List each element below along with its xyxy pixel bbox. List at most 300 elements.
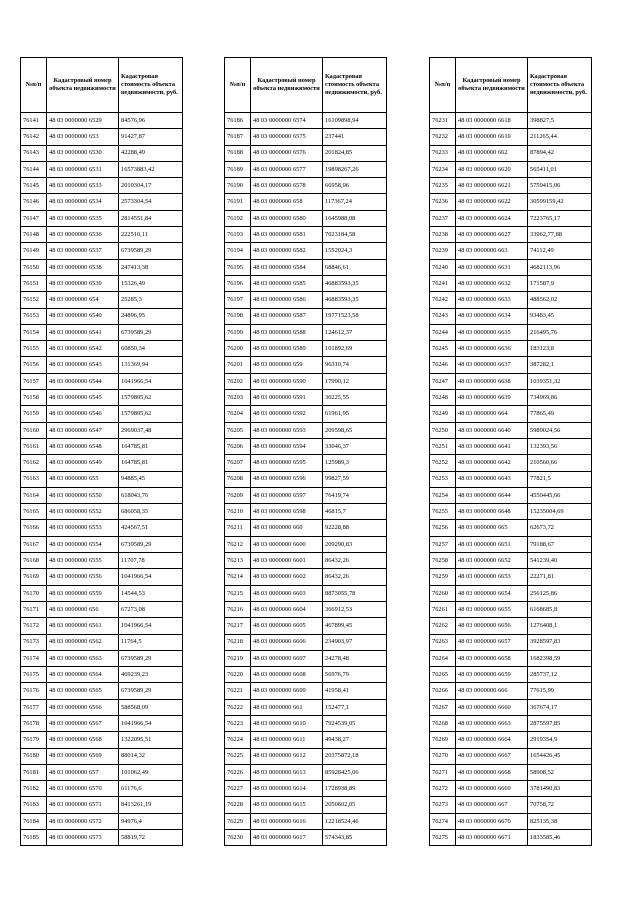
row-number: 76230	[225, 830, 251, 846]
table-row	[21, 781, 183, 797]
cadastral-number: 48 03 0000000 6531	[47, 161, 119, 177]
cadastral-value: 74112,49	[528, 243, 592, 259]
cadastral-number: 48 03 0000000 6542	[47, 341, 119, 357]
cadastral-value: 15235004,69	[528, 504, 592, 520]
cadastral-value: 22271,81	[528, 569, 592, 585]
row-number: 76173	[21, 634, 47, 650]
cadastral-value: 132393,56	[528, 438, 592, 454]
cadastral-value: 131369,94	[119, 357, 183, 373]
table-row	[225, 585, 387, 601]
cadastral-value: 68846,61	[323, 259, 387, 275]
cadastral-value: 171587,9	[528, 275, 592, 291]
table-row	[21, 813, 183, 829]
cadastral-value: 488562,02	[528, 292, 592, 308]
cadastral-number: 48 03 0000000 6638	[456, 373, 528, 389]
cadastral-value: 8873055,78	[323, 585, 387, 601]
table-row	[430, 813, 592, 829]
cadastral-value: 164785,81	[119, 455, 183, 471]
row-number: 76146	[21, 194, 47, 210]
table-row	[21, 422, 183, 438]
cadastral-value: 56976,79	[323, 667, 387, 683]
row-number: 76253	[430, 471, 456, 487]
header-cadastral-value: Кадастровая стоимость объекта недвижимости, руб.	[528, 58, 592, 113]
table-row	[21, 406, 183, 422]
cadastral-number: 48 03 0000000 6574	[251, 113, 323, 129]
row-number: 76161	[21, 438, 47, 454]
cadastral-number: 48 03 0000000 6596	[251, 471, 323, 487]
cadastral-value: 62673,72	[528, 520, 592, 536]
cadastral-value: 209290,83	[323, 536, 387, 552]
cadastral-value: 1552024,3	[323, 243, 387, 259]
row-number: 76157	[21, 373, 47, 389]
row-number: 76215	[225, 585, 251, 601]
table-row	[430, 471, 592, 487]
row-number: 76218	[225, 634, 251, 650]
row-number: 76229	[225, 813, 251, 829]
row-number: 76266	[430, 683, 456, 699]
row-number: 76261	[430, 601, 456, 617]
table-row	[21, 504, 183, 520]
row-number: 76232	[430, 129, 456, 145]
cadastral-number: 48 03 0000000 6547	[47, 422, 119, 438]
table-row	[21, 324, 183, 340]
table-row	[21, 243, 183, 259]
cadastral-value: 211265,44	[528, 129, 592, 145]
row-number: 76149	[21, 243, 47, 259]
row-number: 76237	[430, 210, 456, 226]
table-row	[430, 129, 592, 145]
row-number: 76184	[21, 813, 47, 829]
cadastral-number: 48 03 0000000 6572	[47, 813, 119, 829]
cadastral-value: 19771523,58	[323, 308, 387, 324]
cadastral-number: 48 03 0000000 6529	[47, 113, 119, 129]
row-number: 76179	[21, 732, 47, 748]
row-number: 76189	[225, 161, 251, 177]
cadastral-number: 48 03 0000000 6594	[251, 438, 323, 454]
cadastral-value: 4682113,96	[528, 259, 592, 275]
table-row	[430, 292, 592, 308]
row-number: 76188	[225, 145, 251, 161]
cadastral-value: 366912,53	[323, 601, 387, 617]
table-row	[430, 178, 592, 194]
cadastral-number: 48 03 0000000 6619	[456, 129, 528, 145]
cadastral-value: 7023184,58	[323, 227, 387, 243]
cadastral-value: 101062,49	[119, 764, 183, 780]
row-number: 76239	[430, 243, 456, 259]
cadastral-number: 48 03 0000000 6549	[47, 455, 119, 471]
cadastral-number: 48 03 0000000 6555	[47, 553, 119, 569]
table-row	[430, 764, 592, 780]
cadastral-number: 48 03 0000000 653	[47, 129, 119, 145]
cadastral-value: 93483,45	[528, 308, 592, 324]
cadastral-number: 48 03 0000000 6578	[251, 178, 323, 194]
table-row	[21, 667, 183, 683]
cadastral-number: 48 03 0000000 6644	[456, 487, 528, 503]
cadastral-number: 48 03 0000000 6618	[456, 113, 528, 129]
cadastral-number: 48 03 0000000 6643	[456, 471, 528, 487]
row-number: 76272	[430, 781, 456, 797]
table-row	[225, 275, 387, 291]
cadastral-value: 33046,37	[323, 438, 387, 454]
row-number: 76257	[430, 536, 456, 552]
cadastral-number: 48 03 0000000 6627	[456, 227, 528, 243]
table-row	[430, 373, 592, 389]
cadastral-value: 6739589,29	[119, 683, 183, 699]
cadastral-value: 20375872,18	[323, 748, 387, 764]
row-number: 76241	[430, 275, 456, 291]
cadastral-value: 91427,87	[119, 129, 183, 145]
cadastral-value: 6739589,29	[119, 650, 183, 666]
cadastral-value: 94885,45	[119, 471, 183, 487]
table-row	[225, 357, 387, 373]
cadastral-number: 48 03 0000000 6577	[251, 161, 323, 177]
table-row	[21, 259, 183, 275]
row-number: 76222	[225, 699, 251, 715]
cadastral-value: 12218524,46	[323, 813, 387, 829]
cadastral-number: 48 03 0000000 662	[456, 145, 528, 161]
cadastral-value: 19898267,26	[323, 161, 387, 177]
row-number: 76156	[21, 357, 47, 373]
cadastral-value: 1682398,59	[528, 650, 592, 666]
table-header-row	[21, 58, 183, 113]
cadastral-number: 48 03 0000000 6573	[47, 830, 119, 846]
row-number: 76185	[21, 830, 47, 846]
table-row	[225, 455, 387, 471]
cadastral-number: 48 03 0000000 657	[47, 764, 119, 780]
table-row	[225, 764, 387, 780]
row-number: 76170	[21, 585, 47, 601]
property-table-2	[224, 57, 387, 846]
row-number: 76267	[430, 699, 456, 715]
table-row	[21, 536, 183, 552]
cadastral-value: 94976,4	[119, 813, 183, 829]
row-number: 76143	[21, 145, 47, 161]
table-row	[21, 715, 183, 731]
cadastral-value: 16109898,94	[323, 113, 387, 129]
cadastral-number: 48 03 0000000 667	[456, 797, 528, 813]
cadastral-number: 48 03 0000000 6663	[456, 715, 528, 731]
cadastral-value: 84576,96	[119, 113, 183, 129]
table-row	[225, 113, 387, 129]
cadastral-number: 48 03 0000000 6616	[251, 813, 323, 829]
cadastral-value: 42288,49	[119, 145, 183, 161]
row-number: 76271	[430, 764, 456, 780]
table-row	[225, 618, 387, 634]
cadastral-value: 216495,76	[528, 324, 592, 340]
table-row	[21, 210, 183, 226]
row-number: 76175	[21, 667, 47, 683]
cadastral-number: 48 03 0000000 6669	[456, 781, 528, 797]
cadastral-number: 48 03 0000000 6641	[456, 438, 528, 454]
table-row	[225, 373, 387, 389]
table-row	[430, 243, 592, 259]
table-row	[225, 129, 387, 145]
cadastral-number: 48 03 0000000 6656	[456, 618, 528, 634]
row-number: 76199	[225, 324, 251, 340]
table-row	[21, 357, 183, 373]
row-number: 76263	[430, 634, 456, 650]
cadastral-number: 48 03 0000000 6566	[47, 699, 119, 715]
cadastral-value: 825135,38	[528, 813, 592, 829]
table-row	[21, 178, 183, 194]
cadastral-number: 48 03 0000000 6609	[251, 683, 323, 699]
table-row	[21, 520, 183, 536]
cadastral-number: 48 03 0000000 6536	[47, 227, 119, 243]
row-number: 76207	[225, 455, 251, 471]
cadastral-value: 49438,27	[323, 732, 387, 748]
table-row	[225, 178, 387, 194]
cadastral-value: 60850,34	[119, 341, 183, 357]
row-number: 76166	[21, 520, 47, 536]
row-number: 76183	[21, 797, 47, 813]
cadastral-number: 48 03 0000000 6563	[47, 650, 119, 666]
row-number: 76209	[225, 487, 251, 503]
row-number: 76225	[225, 748, 251, 764]
row-number: 76176	[21, 683, 47, 699]
cadastral-value: 367674,17	[528, 699, 592, 715]
cadastral-number: 48 03 0000000 6550	[47, 487, 119, 503]
cadastral-value: 5989024,56	[528, 422, 592, 438]
cadastral-number: 48 03 0000000 6631	[456, 259, 528, 275]
row-number: 76190	[225, 178, 251, 194]
cadastral-value: 17990,12	[323, 373, 387, 389]
cadastral-number: 48 03 0000000 6667	[456, 748, 528, 764]
cadastral-number: 48 03 0000000 6651	[456, 536, 528, 552]
table-row	[225, 634, 387, 650]
row-number: 76182	[21, 781, 47, 797]
table-row	[21, 650, 183, 666]
cadastral-number: 48 03 0000000 6605	[251, 618, 323, 634]
cadastral-value: 2010304,17	[119, 178, 183, 194]
cadastral-value: 30599159,42	[528, 194, 592, 210]
cadastral-value: 87894,42	[528, 145, 592, 161]
table-row	[21, 390, 183, 406]
cadastral-value: 256125,86	[528, 585, 592, 601]
table-row	[21, 569, 183, 585]
cadastral-number: 48 03 0000000 6543	[47, 357, 119, 373]
cadastral-value: 1041966,54	[119, 618, 183, 634]
table-row	[430, 748, 592, 764]
table-row	[430, 341, 592, 357]
table-row	[225, 406, 387, 422]
table-row	[21, 764, 183, 780]
row-number: 76152	[21, 292, 47, 308]
row-number: 76249	[430, 406, 456, 422]
cadastral-number: 48 03 0000000 6564	[47, 667, 119, 683]
row-number: 76242	[430, 292, 456, 308]
cadastral-number: 48 03 0000000 6553	[47, 520, 119, 536]
cadastral-value: 33962,77,88	[528, 227, 592, 243]
row-number: 76155	[21, 341, 47, 357]
row-number: 76208	[225, 471, 251, 487]
cadastral-number: 48 03 0000000 6620	[456, 161, 528, 177]
cadastral-number: 48 03 0000000 6537	[47, 243, 119, 259]
row-number: 76221	[225, 683, 251, 699]
header-number: №п/п	[225, 58, 251, 113]
cadastral-number: 48 03 0000000 6664	[456, 732, 528, 748]
cadastral-number: 48 03 0000000 6576	[251, 145, 323, 161]
cadastral-value: 234903,97	[323, 634, 387, 650]
cadastral-value: 77821,5	[528, 471, 592, 487]
cadastral-value: 387282,1	[528, 357, 592, 373]
row-number: 76177	[21, 699, 47, 715]
table-row	[225, 161, 387, 177]
cadastral-number: 48 03 0000000 663	[456, 243, 528, 259]
cadastral-number: 48 03 0000000 6584	[251, 259, 323, 275]
table-row	[430, 259, 592, 275]
cadastral-value: 398827,5	[528, 113, 592, 129]
row-number: 76212	[225, 536, 251, 552]
cadastral-value: 4550445,66	[528, 487, 592, 503]
row-number: 76264	[430, 650, 456, 666]
table-row	[225, 341, 387, 357]
cadastral-number: 48 03 0000000 6597	[251, 487, 323, 503]
table-header-row	[430, 58, 592, 113]
cadastral-number: 48 03 0000000 6636	[456, 341, 528, 357]
row-number: 76193	[225, 227, 251, 243]
cadastral-number: 48 03 0000000 6604	[251, 601, 323, 617]
cadastral-number: 48 03 0000000 6567	[47, 715, 119, 731]
table-row	[430, 715, 592, 731]
cadastral-value: 210560,66	[528, 455, 592, 471]
cadastral-number: 48 03 0000000 6552	[47, 504, 119, 520]
cadastral-number: 48 03 0000000 6606	[251, 634, 323, 650]
row-number: 76148	[21, 227, 47, 243]
cadastral-value: 565411,01	[528, 161, 592, 177]
cadastral-number: 48 03 0000000 6545	[47, 390, 119, 406]
table-row	[225, 422, 387, 438]
cadastral-number: 48 03 0000000 6600	[251, 536, 323, 552]
table-row	[225, 390, 387, 406]
row-number: 76233	[430, 145, 456, 161]
row-number: 76240	[430, 259, 456, 275]
table-row	[225, 650, 387, 666]
row-number: 76163	[21, 471, 47, 487]
cadastral-number: 48 03 0000000 6613	[251, 764, 323, 780]
row-number: 76206	[225, 438, 251, 454]
cadastral-value: 164785,81	[119, 438, 183, 454]
table-row	[21, 699, 183, 715]
table-row	[21, 227, 183, 243]
row-number: 76260	[430, 585, 456, 601]
cadastral-number: 48 03 0000000 6653	[456, 569, 528, 585]
cadastral-value: 67273,08	[119, 601, 183, 617]
cadastral-number: 48 03 0000000 659	[251, 357, 323, 373]
cadastral-number: 48 03 0000000 6657	[456, 634, 528, 650]
row-number: 76251	[430, 438, 456, 454]
table-row	[430, 487, 592, 503]
table-row	[225, 243, 387, 259]
cadastral-number: 48 03 0000000 6603	[251, 585, 323, 601]
row-number: 76211	[225, 520, 251, 536]
cadastral-value: 7223765,17	[528, 210, 592, 226]
row-number: 76270	[430, 748, 456, 764]
row-number: 76186	[225, 113, 251, 129]
cadastral-value: 469239,23	[119, 667, 183, 683]
table-row	[430, 438, 592, 454]
row-number: 76231	[430, 113, 456, 129]
row-number: 76171	[21, 601, 47, 617]
cadastral-number: 48 03 0000000 6601	[251, 553, 323, 569]
cadastral-number: 48 03 0000000 6615	[251, 797, 323, 813]
row-number: 76259	[430, 569, 456, 585]
cadastral-number: 48 03 0000000 6569	[47, 748, 119, 764]
cadastral-value: 79188,67	[528, 536, 592, 552]
row-number: 76196	[225, 275, 251, 291]
cadastral-number: 48 03 0000000 666	[456, 683, 528, 699]
table-row	[21, 471, 183, 487]
row-number: 76216	[225, 601, 251, 617]
cadastral-number: 48 03 0000000 6533	[47, 178, 119, 194]
row-number: 76144	[21, 161, 47, 177]
row-number: 76235	[430, 178, 456, 194]
cadastral-number: 48 03 0000000 6540	[47, 308, 119, 324]
cadastral-number: 48 03 0000000 6538	[47, 259, 119, 275]
cadastral-value: 2573304,54	[119, 194, 183, 210]
cadastral-value: 1041966,54	[119, 715, 183, 731]
cadastral-value: 574343,85	[323, 830, 387, 846]
table-row	[225, 520, 387, 536]
table-row	[430, 553, 592, 569]
cadastral-value: 7924539,05	[323, 715, 387, 731]
cadastral-value: 686058,35	[119, 504, 183, 520]
cadastral-value: 24896,95	[119, 308, 183, 324]
table-row	[225, 324, 387, 340]
row-number: 76228	[225, 797, 251, 813]
cadastral-number: 48 03 0000000 6570	[47, 781, 119, 797]
table-row	[430, 210, 592, 226]
table-row	[430, 308, 592, 324]
row-number: 76220	[225, 667, 251, 683]
row-number: 76147	[21, 210, 47, 226]
cadastral-value: 1041966,54	[119, 373, 183, 389]
cadastral-number: 48 03 0000000 6602	[251, 569, 323, 585]
cadastral-number: 48 03 0000000 6592	[251, 406, 323, 422]
cadastral-value: 734969,86	[528, 390, 592, 406]
row-number: 76162	[21, 455, 47, 471]
cadastral-value: 58819,72	[119, 830, 183, 846]
row-number: 76236	[430, 194, 456, 210]
row-number: 76142	[21, 129, 47, 145]
table-row	[21, 308, 183, 324]
cadastral-number: 48 03 0000000 6590	[251, 373, 323, 389]
table-row	[225, 487, 387, 503]
cadastral-number: 48 03 0000000 6668	[456, 764, 528, 780]
cadastral-number: 48 03 0000000 6634	[456, 308, 528, 324]
cadastral-value: 588568,09	[119, 699, 183, 715]
cadastral-value: 3781490,83	[528, 781, 592, 797]
table-row	[21, 161, 183, 177]
row-number: 76258	[430, 553, 456, 569]
cadastral-value: 76419,74	[323, 487, 387, 503]
cadastral-number: 48 03 0000000 6612	[251, 748, 323, 764]
table-row	[430, 781, 592, 797]
cadastral-number: 48 03 0000000 6561	[47, 618, 119, 634]
table-row	[21, 438, 183, 454]
cadastral-number: 48 03 0000000 6660	[456, 699, 528, 715]
table-row	[225, 553, 387, 569]
cadastral-value: 77615,99	[528, 683, 592, 699]
cadastral-value: 66958,96	[323, 178, 387, 194]
row-number: 76181	[21, 764, 47, 780]
cadastral-number: 48 03 0000000 6617	[251, 830, 323, 846]
row-number: 76202	[225, 373, 251, 389]
cadastral-value: 424567,51	[119, 520, 183, 536]
row-number: 76223	[225, 715, 251, 731]
row-number: 76248	[430, 390, 456, 406]
row-number: 76247	[430, 373, 456, 389]
table-row	[21, 455, 183, 471]
